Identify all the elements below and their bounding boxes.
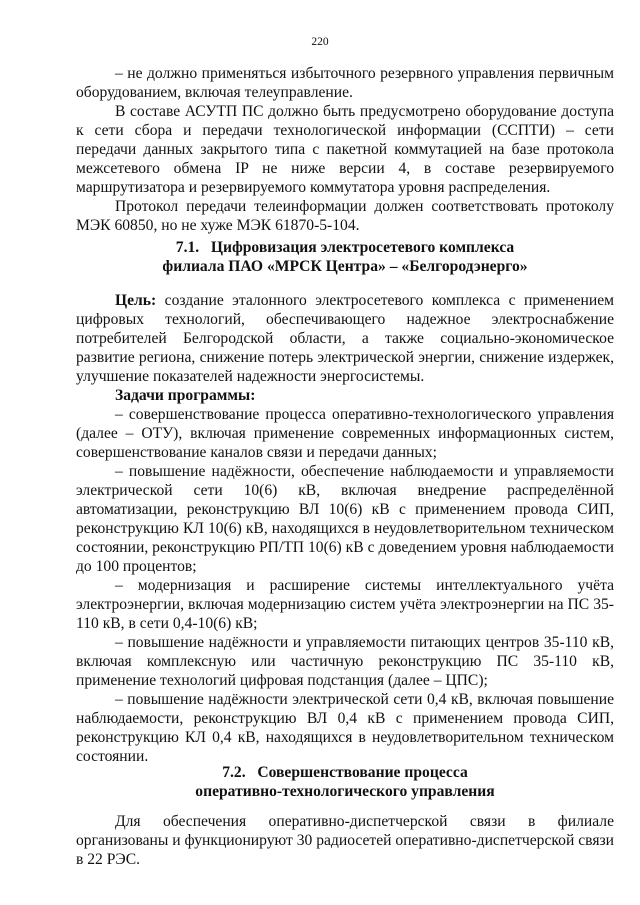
section-title-line-2: оперативно-технологического управления: [195, 783, 495, 800]
goal-label: Цель:: [115, 292, 157, 309]
intro-paragraph-1: – не должно применяться избыточного резервного управления первичным оборудованием, включая телеуправление.: [76, 65, 614, 101]
intro-paragraph-2: В составе АСУТП ПС должно быть предусмотрено оборудование доступа к сети сбора и передачи технологической информации (ССПТИ) – сети передачи данных закрытого типа с пакетной коммутацией на базе протокола межсетевого обмена IP не ниже версии 4, в составе резервируемого маршрутизатора и резервируемого коммутатора уровня распределения.: [76, 103, 614, 196]
tasks-label: Задачи программы:: [115, 387, 256, 404]
section-title-line-2: филиала ПАО «МРСК Центра» – «Белгородэнерго»: [162, 258, 528, 275]
section-7-2-heading: [76, 763, 614, 801]
section-number: 7.1.: [175, 239, 200, 256]
section-7-1-heading: [76, 238, 614, 276]
goal-text: создание эталонного электросетевого комплекса с применением цифровых технологий, обеспечивающего надежное электроснабжение потребителей Белгородской области, а также социально-экономическое развитие региона, снижение потерь электрической энергии, снижение издержек, улучшение показателей надежности энергосистемы.: [76, 292, 614, 385]
section-7-2-paragraph: Для обеспечения оперативно-диспетчерской связи в филиале организованы и функционируют 30 радиосетей оперативно-диспетчерской связи в 22 РЭС.: [76, 813, 614, 868]
intro-block: [76, 64, 614, 235]
task-item: – повышение надёжности электрической сети 0,4 кВ, включая повышение наблюдаемости, реконструкцию ВЛ 0,4 кВ с применением провода СИП, реконструкцию КЛ 0,4 кВ, находящихся в неудовлетворительном техническом состоянии.: [76, 691, 614, 765]
section-7-2-body: [76, 812, 614, 869]
page-number: 220: [311, 36, 329, 48]
section-7-1-body: [76, 291, 614, 766]
task-item: – модернизация и расширение системы интеллектуального учёта электроэнергии, включая модернизацию систем учёта электроэнергии на ПС 35-110 кВ, в сети 0,4-10(6) кВ;: [76, 577, 614, 632]
section-title-line-1: Цифровизация электросетевого комплекса: [210, 239, 515, 256]
section-number: 7.2.: [222, 764, 246, 781]
task-item: – повышение надёжности и управляемости питающих центров 35-110 кВ, включая комплексную или частичную реконструкцию ПС 35-110 кВ, применение технологий цифровая подстанция (далее – ЦПС);: [76, 634, 614, 689]
intro-paragraph-3: Протокол передачи телеинформации должен соответствовать протоколу МЭК 60850, но не хуже МЭК 61870-5-104.: [76, 198, 614, 234]
task-item: – повышение надёжности, обеспечение наблюдаемости и управляемости электрической сети 10(6) кВ, включая внедрение распределённой автоматизации, реконструкцию ВЛ 10(6) кВ с применением провода СИП, реконструкцию КЛ 10(6) кВ, находящихся в неудовлетворительном техническом состоянии, реконструкцию РП/ТП 10(6) кВ с доведением уровня наблюдаемости до 100 процентов;: [76, 463, 614, 575]
section-title-line-1: Совершенствование процесса: [257, 764, 468, 781]
goal-paragraph: [76, 291, 614, 386]
task-item: – совершенствование процесса оперативно-технологического управления (далее – ОТУ), включая применение современных информационных систем, совершенствование каналов связи и передачи данных;: [76, 406, 614, 461]
